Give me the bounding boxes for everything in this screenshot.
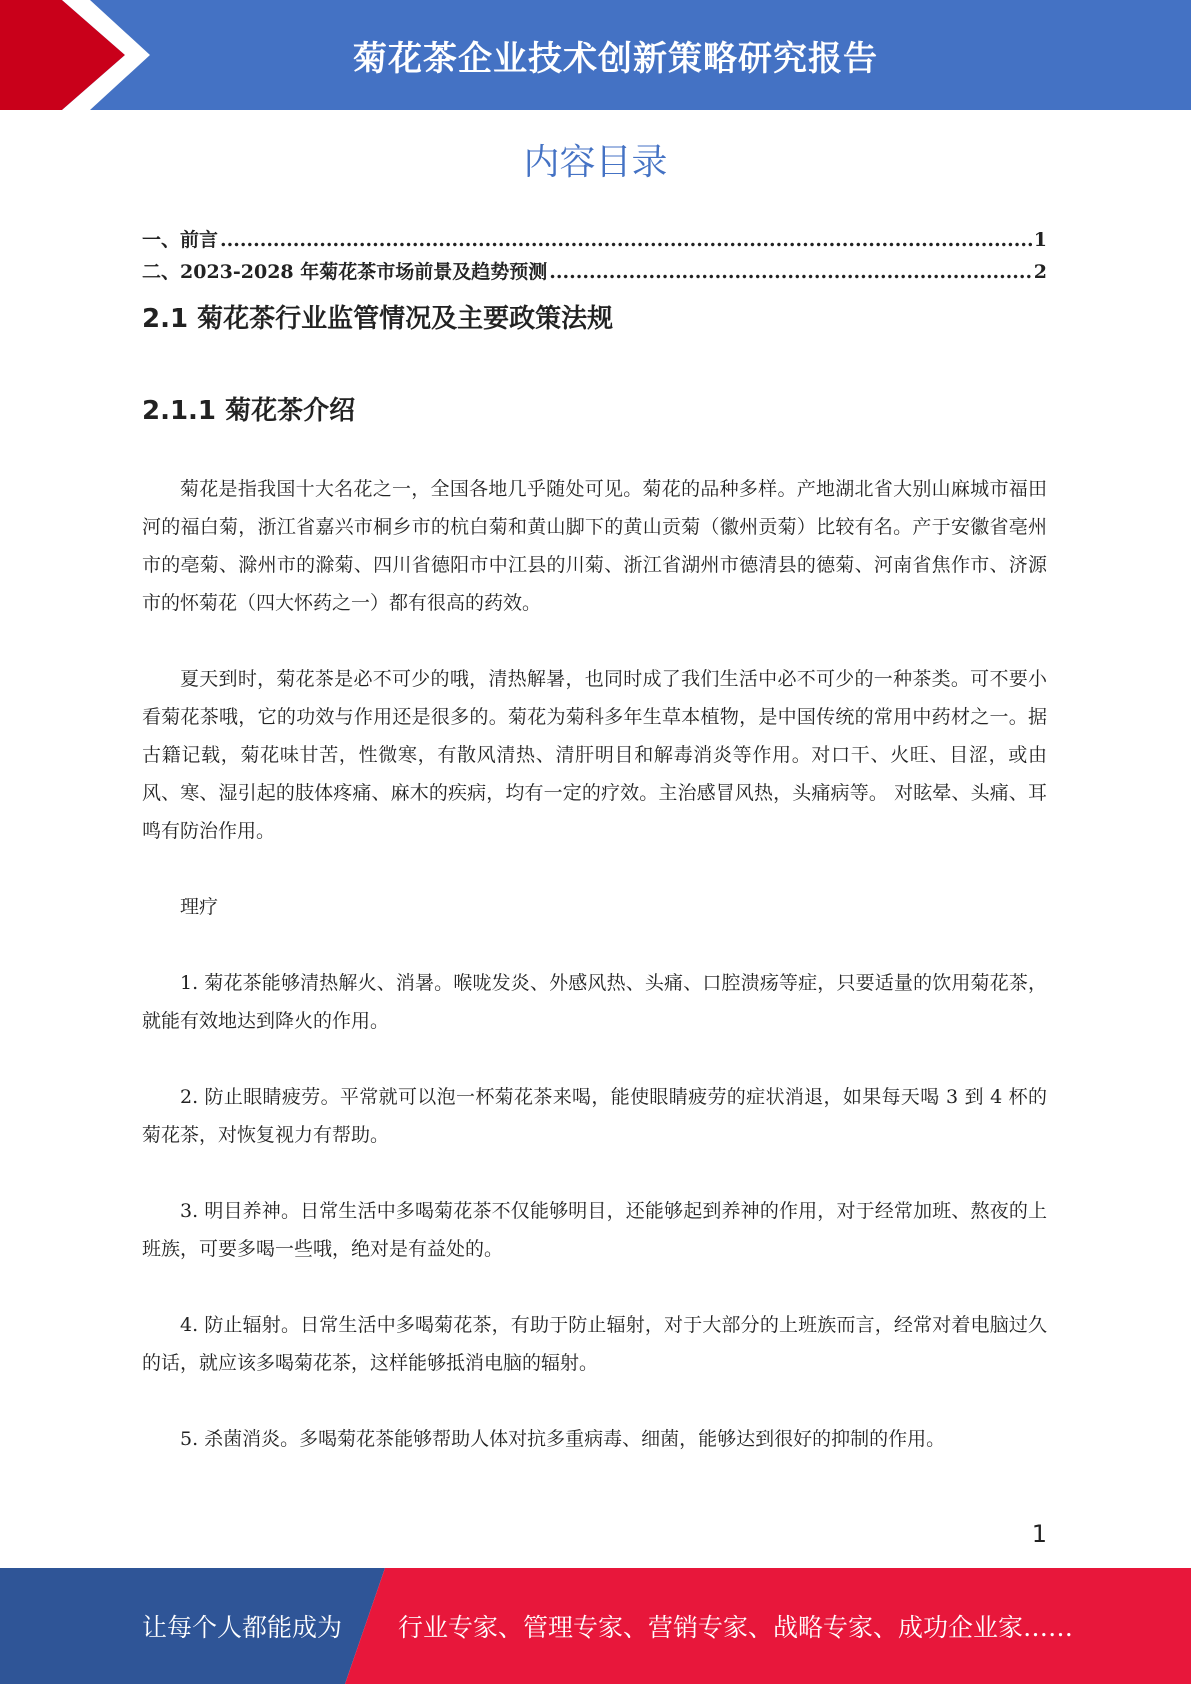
toc-leader-dots: [549, 256, 1032, 288]
paragraph: 菊花是指我国十大名花之一，全国各地几乎随处可见。菊花的品种多样。产地湖北省大别山麻城市福田河的福白菊，浙江省嘉兴市桐乡市的杭白菊和黄山脚下的黄山贡菊（徽州贡菊）比较有名。产于安徽省亳州市的亳菊、滁州市的滁菊、四川省德阳市中江县的川菊、浙江省湖州市德清县的德菊、河南省焦作市、济源市的怀菊花（四大怀药之一）都有很高的药效。: [142, 478, 1047, 614]
footer-slogan-left: 让每个人都能成为: [142, 1613, 343, 1642]
toc-entry-label: 二、2023-2028 年菊花茶市场前景及趋势预测: [142, 261, 548, 283]
report-title: 菊花茶企业技术创新策略研究报告: [353, 38, 878, 79]
table-of-contents: [142, 224, 1047, 288]
section-heading: 2.1 菊花茶行业监管情况及主要政策法规: [142, 304, 614, 334]
paragraph: 2. 防止眼睛疲劳。平常就可以泡一杯菊花茶来喝，能使眼睛疲劳的症状消退，如果每天喝 3 到 4 杯的菊花茶，对恢复视力有帮助。: [142, 1086, 1047, 1146]
paragraph: 夏天到时，菊花茶是必不可少的哦，清热解暑，也同时成了我们生活中必不可少的一种茶类。可不要小看菊花茶哦，它的功效与作用还是很多的。菊花为菊科多年生草本植物，是中国传统的常用中药材之一。据古籍记载，菊花味甘苦，性微寒，有散风清热、清肝明目和解毒消炎等作用。对口干、火旺、目涩，或由风、寒、湿引起的肢体疼痛、麻木的疾病，均有一定的疗效。主治感冒风热，头痛病等。 对眩晕、头痛、耳鸣有防治作用。: [142, 668, 1047, 842]
toc-entry-page: 1: [1033, 229, 1047, 251]
paragraph: 1. 菊花茶能够清热解火、消暑。喉咙发炎、外感风热、头痛、口腔溃疡等症，只要适量的饮用菊花茶，就能有效地达到降火的作用。: [142, 972, 1047, 1032]
header-bar: [0, 0, 1191, 110]
toc-entry-preface[interactable]: [142, 224, 1047, 256]
page-number: 1: [1031, 1520, 1047, 1548]
paragraph: 3. 明目养神。日常生活中多喝菊花茶不仅能够明目，还能够起到养神的作用，对于经常加班、熬夜的上班族，可要多喝一些哦，绝对是有益处的。: [142, 1200, 1047, 1260]
header-arrow-decoration: [0, 0, 160, 110]
paragraph: 5. 杀菌消炎。多喝菊花茶能够帮助人体对抗多重病毒、细菌，能够达到很好的抑制的作用。: [180, 1428, 946, 1450]
toc-entry-page: 2: [1033, 261, 1047, 283]
toc-title: 内容目录: [523, 142, 668, 183]
paragraph: 理疗: [180, 896, 219, 918]
toc-entry-forecast[interactable]: [142, 256, 1047, 288]
paragraph: 4. 防止辐射。日常生活中多喝菊花茶，有助于防止辐射，对于大部分的上班族而言，经常对着电脑过久的话，就应该多喝菊花茶，这样能够抵消电脑的辐射。: [142, 1314, 1047, 1374]
footer-slogan-right: 行业专家、管理专家、营销专家、战略专家、成功企业家……: [398, 1613, 1074, 1642]
toc-leader-dots: [220, 224, 1032, 256]
body-text: [142, 470, 1047, 1496]
toc-entry-label: 一、前言: [142, 229, 219, 251]
footer-bar: [0, 1568, 1191, 1684]
subsection-heading: 2.1.1 菊花茶介绍: [142, 396, 356, 426]
